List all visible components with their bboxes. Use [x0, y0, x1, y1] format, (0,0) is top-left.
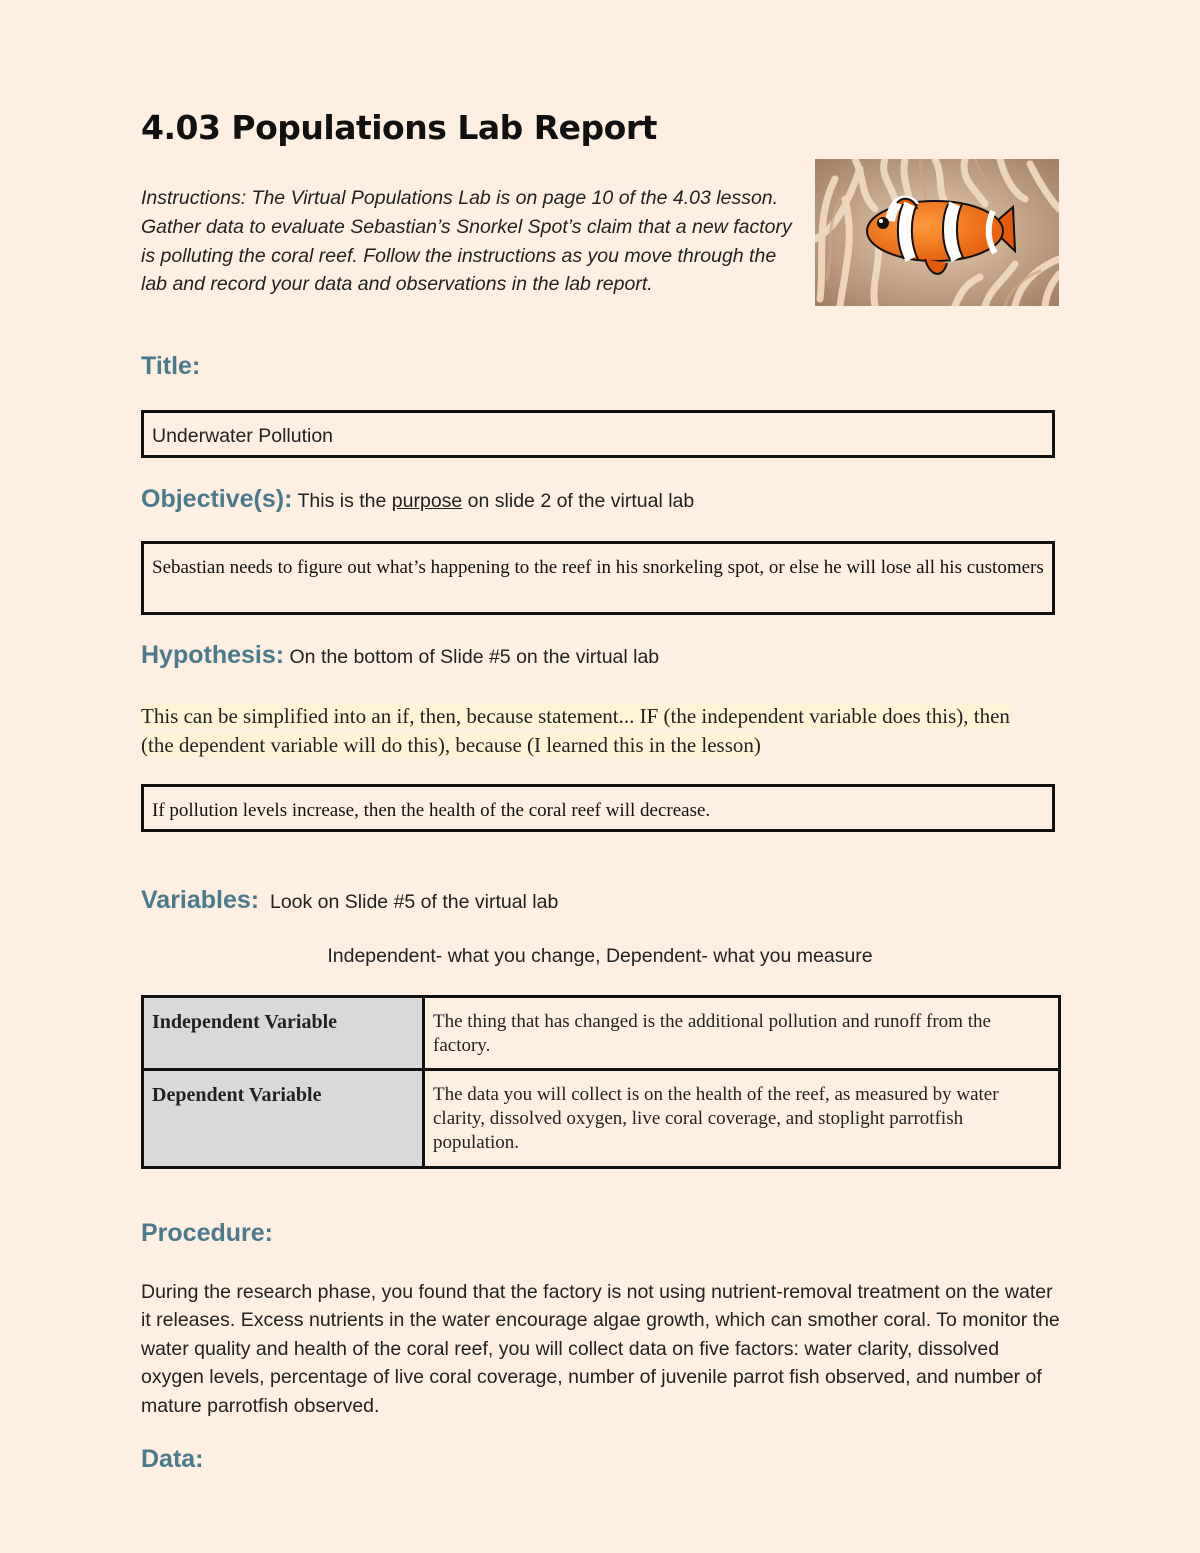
hypothesis-heading-label: Hypothesis:	[141, 641, 285, 669]
procedure-heading: Procedure:	[141, 1219, 273, 1247]
page-title: 4.03 Populations Lab Report	[141, 108, 657, 147]
objective-note-before: This is the	[292, 490, 392, 512]
hypothesis-answer: If pollution levels increase, then the health of the coral reef will decrease.	[152, 800, 711, 821]
table-row	[143, 1070, 1060, 1168]
objective-answer: Sebastian needs to figure out what’s happening to the reef in his snorkeling spot, or else he will lose all his customers	[152, 557, 1044, 578]
variables-heading	[141, 886, 558, 915]
hypothesis-hint	[141, 702, 1041, 760]
procedure-text: During the research phase, you found that the factory is not using nutrient-removal treatment on the water it releases. Excess nutrients in the water encourage algae growth, which can smother coral. To monitor the water quality and health of the coral reef, you will collect data on five factors: water clarity, dissolved oxygen levels, percentage of live coral coverage, number of juvenile parrot fish observed, and number of mature parrotfish observed.	[141, 1281, 1060, 1417]
hypothesis-answer-box[interactable]	[141, 784, 1055, 832]
objective-heading-label: Objective(s):	[141, 485, 293, 513]
hypothesis-heading	[141, 641, 659, 670]
variables-table	[141, 995, 1061, 1169]
data-heading: Data:	[141, 1445, 204, 1473]
dependent-variable-label: Dependent Variable	[143, 1070, 424, 1168]
objective-heading	[141, 485, 694, 514]
objective-answer-box[interactable]	[141, 541, 1055, 615]
variables-definition: Independent- what you change, Dependent- what you measure	[327, 945, 873, 967]
purpose-link[interactable]: purpose	[391, 490, 463, 512]
clownfish-image	[815, 159, 1059, 306]
hypothesis-hint-text: This can be simplified into an if, then, because statement... IF (the independent variable does this), then (the dependent variable will do this), because (I learned this in the lesson)	[141, 704, 1010, 757]
independent-variable-label: Independent Variable	[143, 997, 424, 1070]
variables-note: Look on Slide #5 of the virtual lab	[259, 891, 559, 913]
hypothesis-note: On the bottom of Slide #5 on the virtual lab	[284, 646, 660, 668]
title-heading: Title:	[141, 352, 201, 380]
instructions-text: Instructions: The Virtual Populations Lab is on page 10 of the 4.03 lesson. Gather data to evaluate Sebastian’s Snorkel Spot’s claim that a new factory is polluting the coral reef. Follow the instructions as you move through the lab and record your data and observations in the lab report.	[141, 187, 792, 296]
variables-heading-label: Variables:	[141, 886, 260, 914]
title-answer: Underwater Pollution	[152, 425, 334, 447]
objective-note-after: on slide 2 of the virtual lab	[462, 490, 695, 512]
independent-variable-value[interactable]: The thing that has changed is the additional pollution and runoff from the factory.	[424, 997, 1060, 1070]
table-row	[143, 997, 1060, 1070]
dependent-variable-value[interactable]: The data you will collect is on the health of the reef, as measured by water clarity, dissolved oxygen, live coral coverage, and stoplight parrotfish population.	[424, 1070, 1060, 1168]
objective-note	[292, 490, 694, 512]
title-answer-box[interactable]	[141, 410, 1055, 458]
